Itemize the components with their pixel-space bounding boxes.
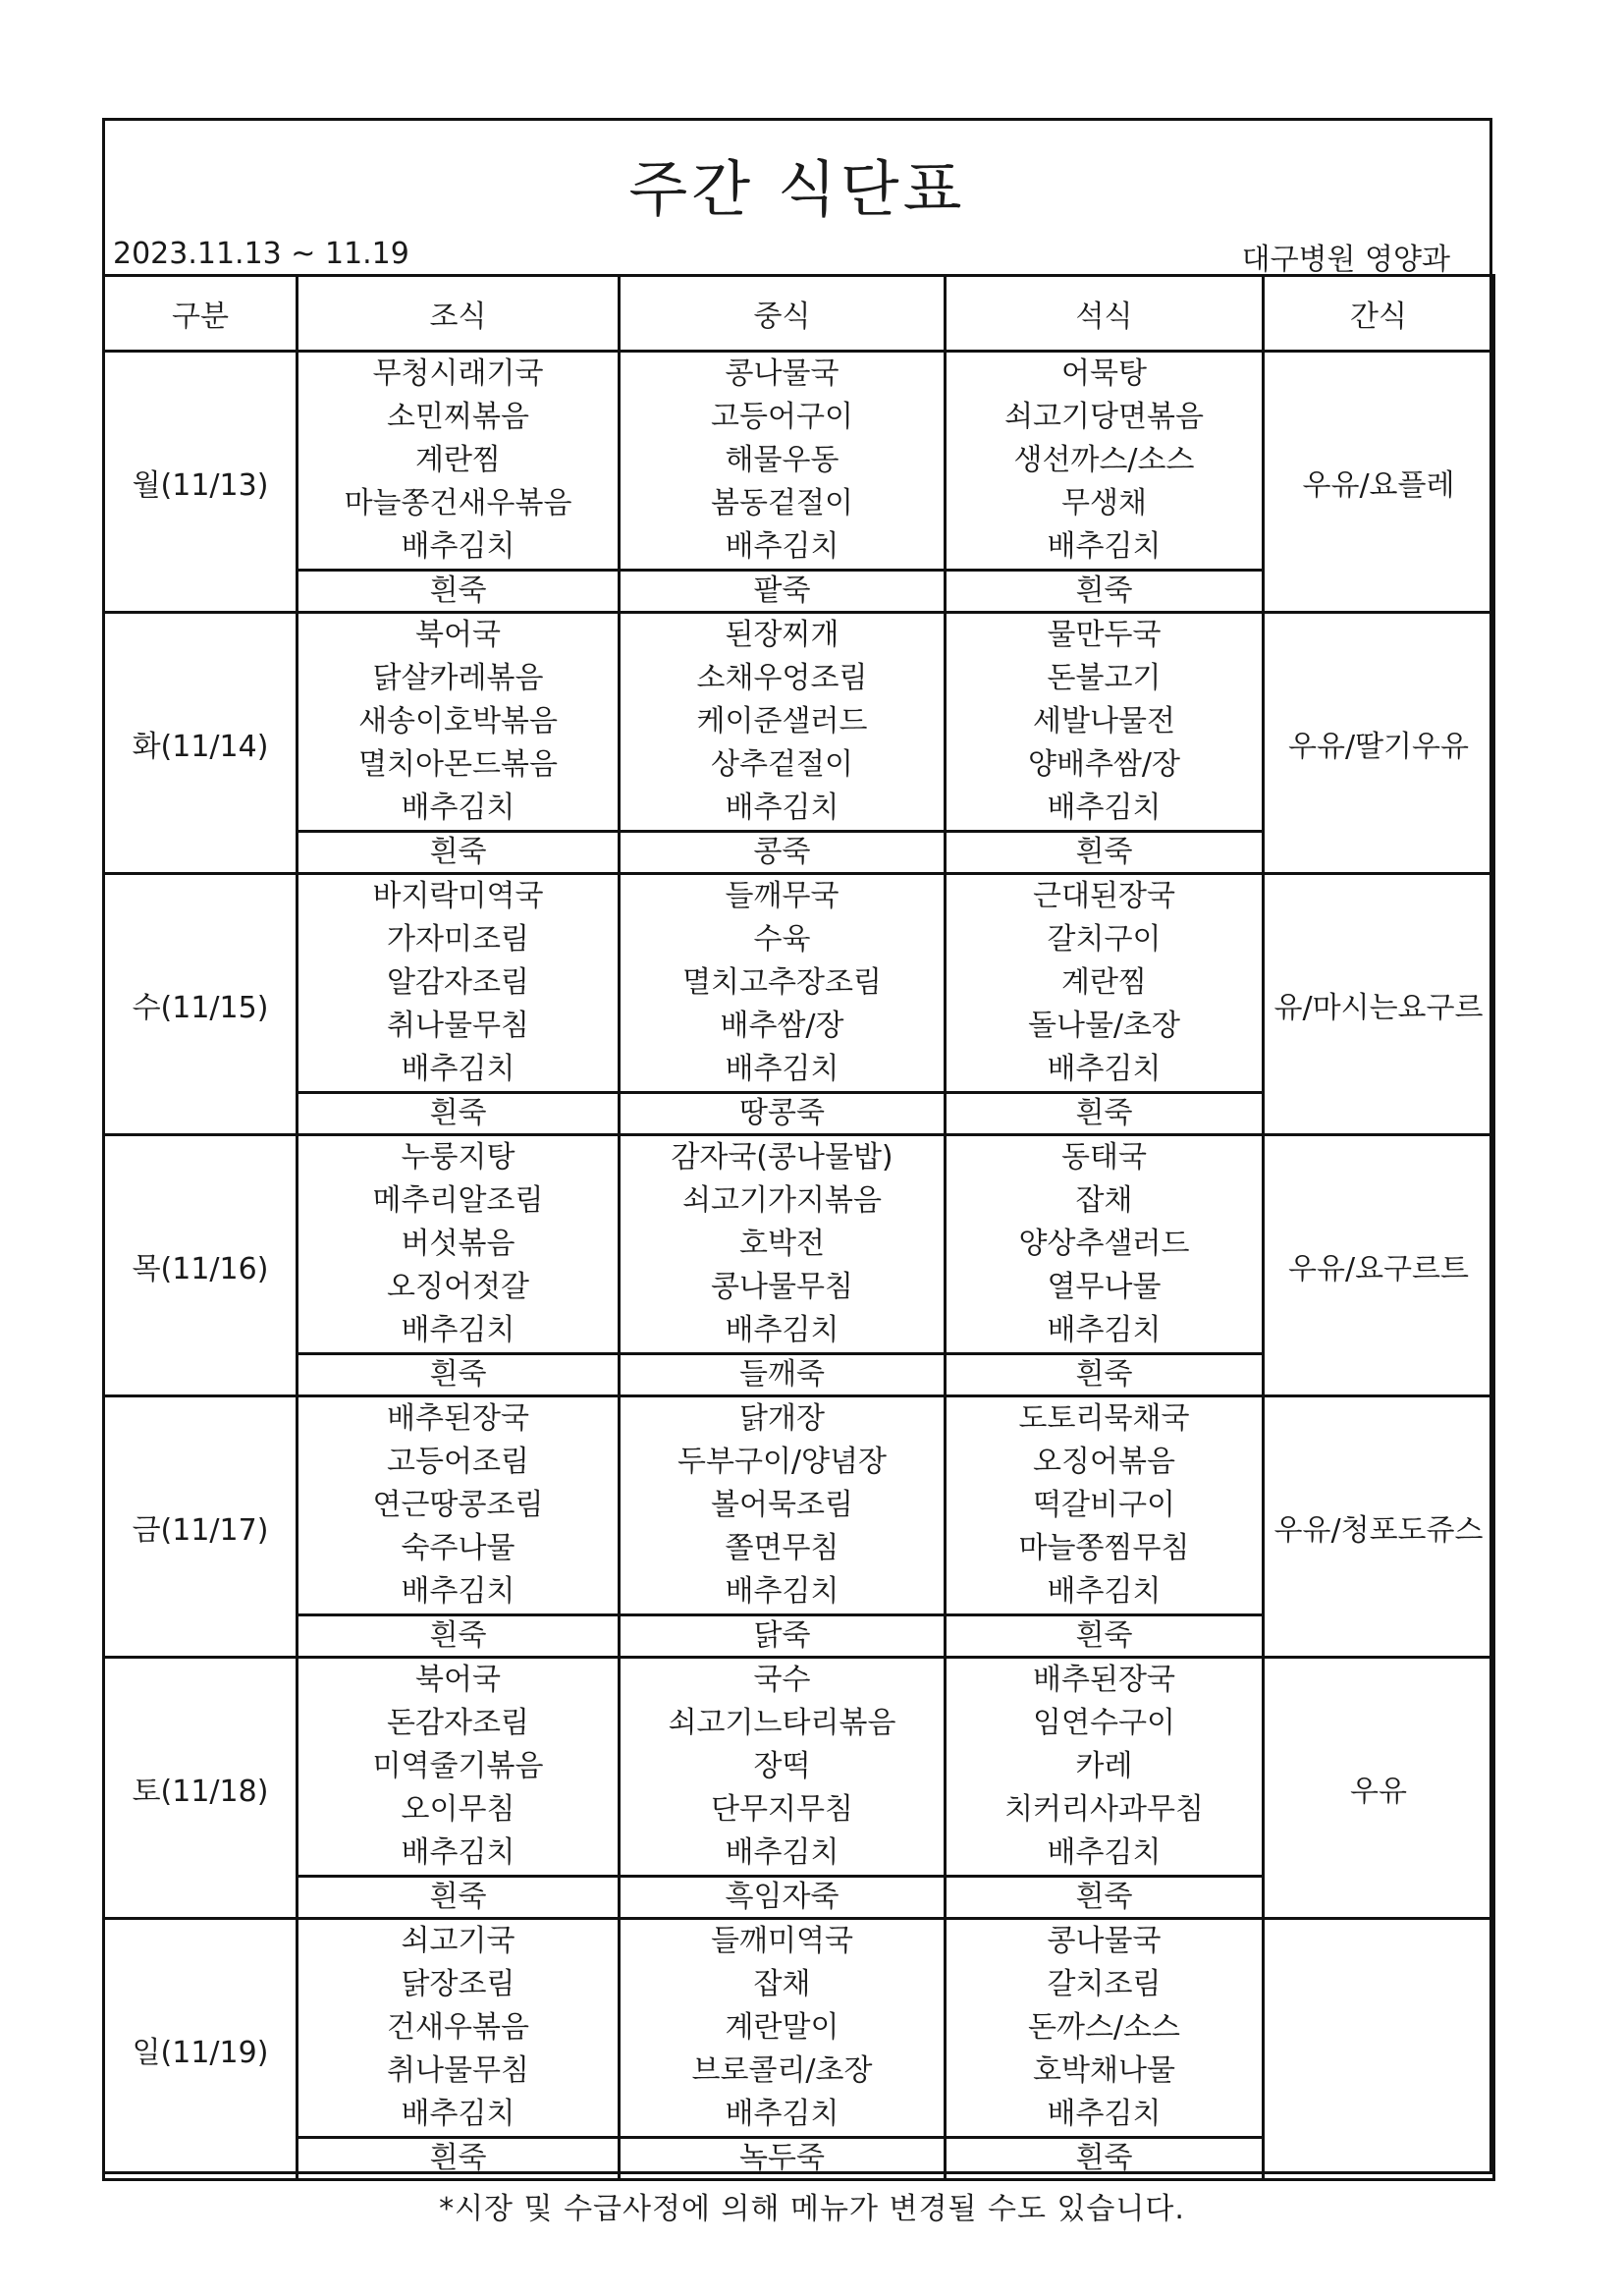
menu-item: 해물우동 [725,443,839,477]
menu-item: 양상추샐러드 [1018,1227,1190,1261]
menu-item: 배추김치 [401,1052,515,1086]
header-category: 구분 [104,276,298,352]
menu-item: 두부구이/양념장 [677,1445,887,1479]
menu-item: 버섯볶음 [401,1227,515,1261]
snack-cell: 우유/요플레 [1264,352,1494,613]
menu-item: 배추김치 [1047,1313,1162,1347]
menu-item: 배추김치 [725,791,839,825]
day-label: 금(11/17) [104,1396,298,1658]
day-label: 목(11/16) [104,1135,298,1396]
menu-item: 가자미조림 [387,922,529,957]
menu-item: 고등어구이 [711,400,853,434]
menu-item: 숙주나물 [401,1531,515,1565]
header-lunch: 중식 [620,276,946,352]
menu-item: 계란말이 [725,2010,839,2045]
menu-item: 배추김치 [725,1574,839,1609]
menu-item: 배추된장국 [1033,1663,1175,1697]
dinner-cell [946,874,1264,1093]
menu-item: 케이준샐러드 [696,704,868,738]
breakfast-cell [298,1396,620,1615]
porridge-item: 팥죽 [620,571,946,613]
lunch-cell [620,613,946,832]
porridge-item: 흰죽 [298,1615,620,1658]
menu-item: 양배추쌈/장 [1027,747,1180,782]
menu-item: 멸치아몬드볶음 [358,747,558,782]
menu-item: 오이무침 [401,1792,515,1827]
menu-item: 들깨무국 [725,879,839,913]
menu-item: 배추쌈/장 [720,1009,844,1043]
dinner-cell [946,1919,1264,2138]
menu-item: 무생채 [1061,486,1147,520]
menu-item: 잡채 [1075,1183,1133,1218]
menu-item: 쫄면무침 [725,1531,839,1565]
menu-item: 배추김치 [1047,1574,1162,1609]
menu-item: 장떡 [753,1749,811,1783]
menu-item: 무청시래기국 [372,356,544,391]
snack-cell: 우유/딸기우유 [1264,613,1494,874]
dinner-cell [946,1658,1264,1877]
menu-item: 건새우볶음 [387,2010,529,2045]
lunch-cell [620,352,946,571]
menu-item: 북어국 [415,1663,501,1697]
menu-item: 배추김치 [1047,791,1162,825]
menu-item: 봄동겉절이 [711,486,853,520]
menu-item: 연근땅콩조림 [372,1488,544,1522]
lunch-cell [620,1396,946,1615]
menu-item: 떡갈비구이 [1033,1488,1175,1522]
menu-item: 쇠고기느타리볶음 [668,1706,896,1740]
day-row [104,1658,1494,1877]
menu-item: 배추김치 [401,529,515,564]
menu-item: 쇠고기가지볶음 [682,1183,882,1218]
day-label: 토(11/18) [104,1658,298,1919]
menu-item: 소채우엉조림 [696,661,868,695]
date-range: 2023.11.13 ~ 11.19 [113,237,409,271]
menu-item: 소민찌볶음 [387,400,529,434]
porridge-item: 흑임자죽 [620,1877,946,1919]
menu-item: 배추김치 [1047,1052,1162,1086]
day-row [104,874,1494,1093]
menu-item: 근대된장국 [1033,879,1175,913]
porridge-item: 흰죽 [946,1877,1264,1919]
header-snack: 간식 [1264,276,1494,352]
day-row [104,1919,1494,2138]
menu-item: 상추겉절이 [711,747,853,782]
snack-cell: 우유/요구르트 [1264,1135,1494,1396]
menu-item: 배추김치 [725,1052,839,1086]
snack-cell: 우유 [1264,1658,1494,1919]
menu-item: 배추된장국 [387,1401,529,1436]
porridge-item: 흰죽 [298,1093,620,1135]
menu-item: 콩나물국 [1047,1924,1162,1958]
menu-item: 호박채나물 [1033,2053,1175,2088]
menu-item: 바지락미역국 [372,879,544,913]
menu-item: 배추김치 [725,1313,839,1347]
menu-item: 취나물무침 [387,1009,529,1043]
menu-item: 배추김치 [725,2097,839,2131]
menu-item: 계란찜 [415,443,501,477]
menu-item: 호박전 [739,1227,825,1261]
menu-item: 배추김치 [1047,2097,1162,2131]
dinner-cell [946,613,1264,832]
porridge-item: 흰죽 [298,2138,620,2180]
header-dinner: 석식 [946,276,1264,352]
menu-item: 배추김치 [1047,1835,1162,1870]
page-title: 주간 식단표 [628,153,966,225]
lunch-cell [620,1135,946,1354]
menu-item: 마늘쫑찜무침 [1018,1531,1190,1565]
day-row [104,1396,1494,1615]
day-label: 수(11/15) [104,874,298,1135]
porridge-item: 흰죽 [946,1354,1264,1396]
menu-item: 들깨미역국 [711,1924,853,1958]
dinner-cell [946,1135,1264,1354]
porridge-item: 흰죽 [946,1093,1264,1135]
menu-item: 갈치구이 [1047,922,1162,957]
menu-item: 알감자조림 [387,965,529,1000]
menu-item: 콩나물국 [725,356,839,391]
menu-item: 닭개장 [739,1401,825,1436]
footnote: *시장 및 수급사정에 의해 메뉴가 변경될 수도 있습니다. [439,2192,1185,2226]
menu-item: 된장찌개 [725,618,839,652]
lunch-cell [620,874,946,1093]
menu-item: 배추김치 [725,529,839,564]
porridge-item: 흰죽 [946,1615,1264,1658]
menu-item: 배추김치 [1047,529,1162,564]
dinner-cell [946,352,1264,571]
porridge-item: 흰죽 [946,832,1264,874]
menu-item: 임연수구이 [1033,1706,1175,1740]
menu-item: 동태국 [1061,1140,1147,1175]
menu-item: 오징어젓갈 [387,1270,529,1304]
menu-item: 돈까스/소스 [1027,2010,1180,2045]
header-breakfast: 조식 [298,276,620,352]
menu-item: 돈불고기 [1047,661,1162,695]
weekly-menu-table [102,274,1495,2181]
breakfast-cell [298,1919,620,2138]
porridge-item: 흰죽 [298,571,620,613]
menu-item: 돈감자조림 [387,1706,529,1740]
header-row [104,276,1494,352]
menu-item: 수육 [753,922,811,957]
menu-item: 잡채 [753,1967,811,2001]
porridge-item: 땅콩죽 [620,1093,946,1135]
menu-frame [102,118,1492,2174]
menu-item: 어묵탕 [1061,356,1147,391]
breakfast-cell [298,352,620,571]
menu-item: 쇠고기국 [401,1924,515,1958]
snack-cell: 우유/청포도쥬스 [1264,1396,1494,1658]
porridge-item: 녹두죽 [620,2138,946,2180]
menu-item: 감자국(콩나물밥) [671,1140,893,1175]
menu-item: 닭살카레볶음 [372,661,544,695]
menu-item: 카레 [1075,1749,1133,1783]
porridge-item: 들깨죽 [620,1354,946,1396]
menu-item: 도토리묵채국 [1018,1401,1190,1436]
menu-item: 고등어조림 [387,1445,529,1479]
lunch-cell [620,1919,946,2138]
menu-item: 배추김치 [401,791,515,825]
snack-cell [1264,1919,1494,2180]
porridge-item: 흰죽 [946,2138,1264,2180]
breakfast-cell [298,1135,620,1354]
porridge-item: 콩죽 [620,832,946,874]
menu-item: 단무지무침 [711,1792,853,1827]
menu-item: 배추김치 [401,2097,515,2131]
day-label: 월(11/13) [104,352,298,613]
porridge-item: 흰죽 [298,832,620,874]
menu-item: 세발나물전 [1033,704,1175,738]
organization-name: 대구병원 영양과 [1241,243,1450,277]
menu-item: 쇠고기당면볶음 [1004,400,1204,434]
menu-item: 돌나물/초장 [1027,1009,1180,1043]
menu-item: 치커리사과무침 [1004,1792,1204,1827]
lunch-cell [620,1658,946,1877]
menu-item: 마늘쫑건새우볶음 [344,486,572,520]
menu-item: 북어국 [415,618,501,652]
menu-item: 배추김치 [401,1313,515,1347]
breakfast-cell [298,1658,620,1877]
porridge-item: 흰죽 [298,1354,620,1396]
menu-item: 메추리알조림 [372,1183,544,1218]
menu-item: 새송이호박볶음 [358,704,558,738]
menu-item: 미역줄기볶음 [372,1749,544,1783]
menu-item: 열무나물 [1047,1270,1162,1304]
menu-item: 배추김치 [401,1574,515,1609]
day-row [104,1135,1494,1354]
day-label: 화(11/14) [104,613,298,874]
menu-item: 물만두국 [1047,618,1162,652]
menu-item: 갈치조림 [1047,1967,1162,2001]
menu-item: 오징어볶음 [1033,1445,1175,1479]
snack-cell: 유/마시는요구르 [1264,874,1494,1135]
breakfast-cell [298,613,620,832]
porridge-item: 닭죽 [620,1615,946,1658]
day-label: 일(11/19) [104,1919,298,2180]
menu-item: 취나물무침 [387,2053,529,2088]
porridge-item: 흰죽 [946,571,1264,613]
menu-item: 국수 [753,1663,811,1697]
menu-item: 콩나물무침 [711,1270,853,1304]
menu-item: 배추김치 [725,1835,839,1870]
menu-item: 배추김치 [401,1835,515,1870]
menu-item: 닭장조림 [401,1967,515,2001]
menu-item: 멸치고추장조림 [682,965,882,1000]
day-row [104,352,1494,571]
menu-item: 누룽지탕 [401,1140,515,1175]
menu-item: 생선까스/소스 [1013,443,1195,477]
breakfast-cell [298,874,620,1093]
menu-item: 브로콜리/초장 [691,2053,873,2088]
menu-item: 계란찜 [1061,965,1147,1000]
day-row [104,613,1494,832]
menu-item: 볼어묵조림 [711,1488,853,1522]
dinner-cell [946,1396,1264,1615]
porridge-item: 흰죽 [298,1877,620,1919]
